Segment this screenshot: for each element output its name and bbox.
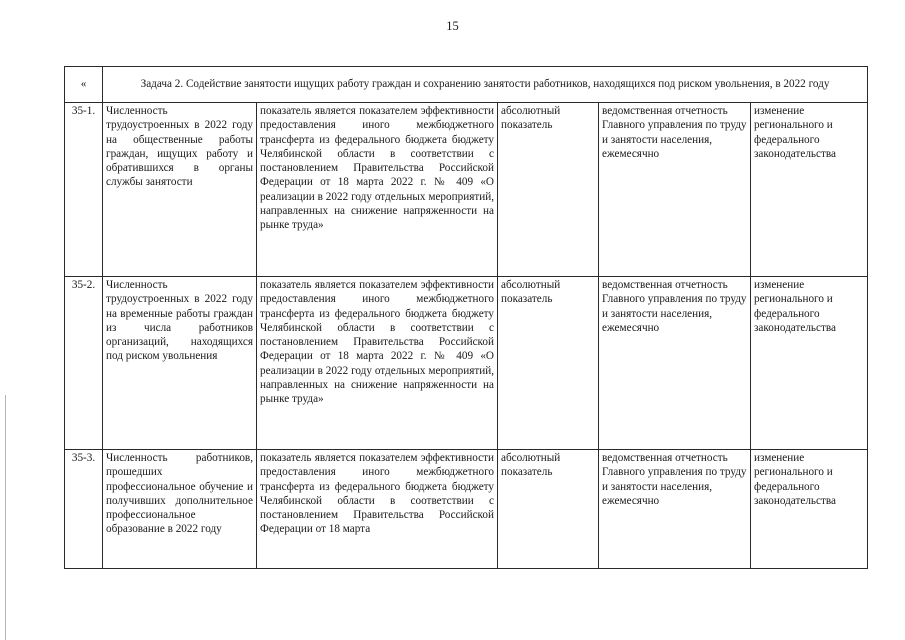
indicator-source: ведомственная отчетность Главного управления по труду и занятости населения, ежемесячно [599, 103, 751, 277]
indicator-name: Численность трудоустроенных в 2022 году на общественные работы граждан, ищущих работу и обратившихся в органы службы занятости [103, 103, 257, 277]
page-number: 15 [446, 19, 459, 33]
opening-quote-mark: « [65, 67, 103, 103]
indicator-name: Численность работников, прошедших профессиональное обучение и получивших дополнительное профессиональное образование в 2022 году [103, 450, 257, 569]
table-row [65, 450, 868, 569]
indicator-change-reason: изменение регионального и федерального законодательства [751, 450, 868, 569]
indicator-source: ведомственная отчетность Главного управления по труду и занятости населения, ежемесячно [599, 277, 751, 450]
indicator-change-reason: изменение регионального и федерального законодательства [751, 103, 868, 277]
row-number: 35-2. [65, 277, 103, 450]
indicator-basis: показатель является показателем эффективности предоставления иного межбюджетного трансферта из федерального бюджета бюджету Челябинской области в соответствии с постановлением Правительства Российской Федерации от 18 марта [257, 450, 498, 569]
task-title: Задача 2. Содействие занятости ищущих работу граждан и сохранению занятости работников, находящихся под риском увольнения, в 2022 году [103, 67, 868, 103]
table-row [65, 277, 868, 450]
task-row [65, 67, 868, 103]
indicator-basis: показатель является показателем эффективности предоставления иного межбюджетного трансферта из федерального бюджета бюджету Челябинской области в соответствии с постановлением Правительства Российской Федерации от 18 марта 2022 г. № 409 «О реализации в 2022 году отдельных мероприятий, направленных на снижение напряженности на рынке труда» [257, 277, 498, 450]
row-number: 35-1. [65, 103, 103, 277]
indicator-name: Численность трудоустроенных в 2022 году на временные работы граждан из числа работников организаций, находящихся под риском увольнения [103, 277, 257, 450]
indicator-source: ведомственная отчетность Главного управления по труду и занятости населения, ежемесячно [599, 450, 751, 569]
row-number: 35-3. [65, 450, 103, 569]
table-row [65, 103, 868, 277]
indicator-basis: показатель является показателем эффективности предоставления иного межбюджетного трансферта из федерального бюджета бюджету Челябинской области в соответствии с постановлением Правительства Российской Федерации от 18 марта 2022 г. № 409 «О реализации в 2022 году отдельных мероприятий, направленных на снижение напряженности на рынке труда» [257, 103, 498, 277]
indicator-type: абсолютный показатель [498, 277, 599, 450]
indicator-change-reason: изменение регионального и федерального законодательства [751, 277, 868, 450]
indicators-table [64, 66, 868, 569]
scan-edge-line [5, 395, 6, 640]
indicator-type: абсолютный показатель [498, 103, 599, 277]
indicator-type: абсолютный показатель [498, 450, 599, 569]
